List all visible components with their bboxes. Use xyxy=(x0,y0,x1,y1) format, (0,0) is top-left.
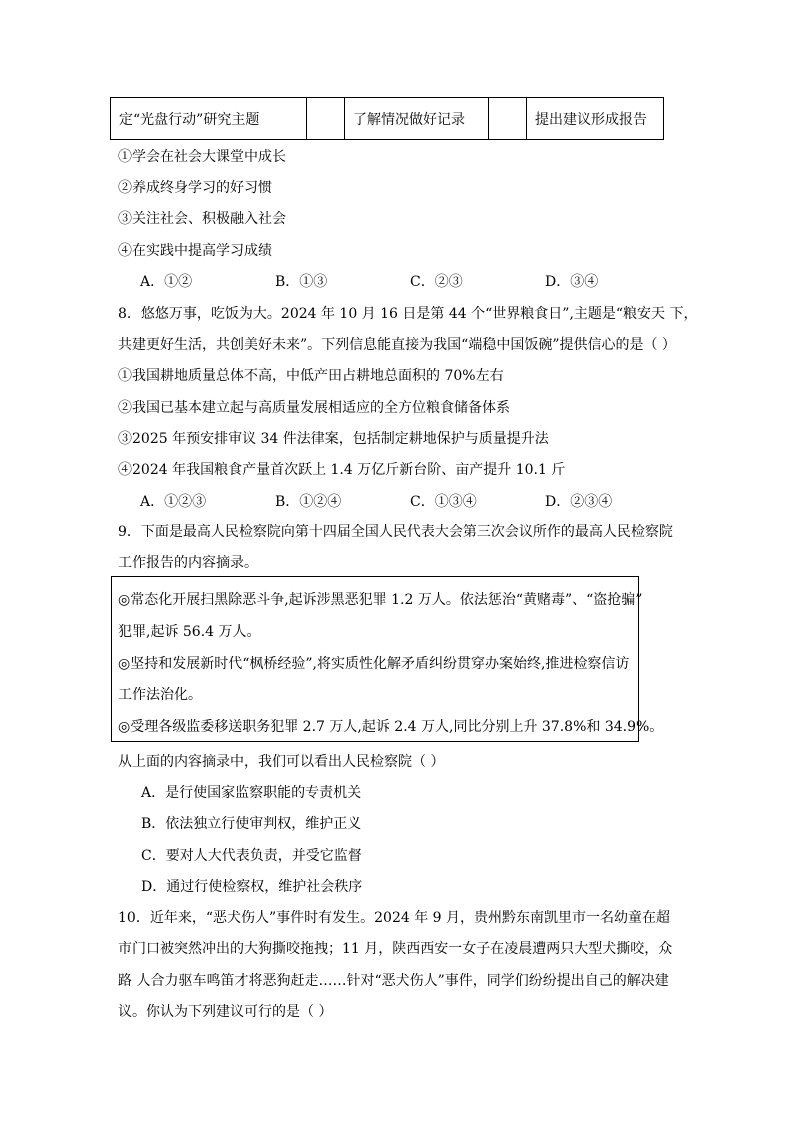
option-c[interactable]: C．②③ xyxy=(410,274,463,290)
question-text: 共建更好生活，共创美好未来”。下列信息能直接为我国“端稳中国饭碗”提供信心的是（ ） xyxy=(118,337,676,353)
option-b[interactable]: B．①③ xyxy=(275,274,328,290)
answer-options xyxy=(140,491,680,511)
statement: ④2024 年我国粮食产量首次跃上 1.4 万亿斤新台阶、亩产提升 10.1 斤 xyxy=(118,462,566,478)
table-cell: 定“光盘行动”研究主题 xyxy=(111,98,307,140)
question-text: 工作报告的内容摘录。 xyxy=(118,555,258,571)
question-text: 市门口被突然冲出的大狗撕咬拖拽；11 月，陕西西安一女子在凌晨遭两只大型犬撕咬，众 xyxy=(118,941,673,957)
table-row xyxy=(111,98,664,140)
option-d[interactable]: D．通过行使检察权，维护社会秩序 xyxy=(141,879,363,895)
statement: ②养成终身学习的好习惯 xyxy=(118,180,272,196)
option-d[interactable]: D．②③④ xyxy=(545,494,613,510)
question-text: 9．下面是最高人民检察院向第十四届全国人民代表大会第三次会议所作的最高人民检察院 xyxy=(118,524,673,540)
answer-options xyxy=(140,271,680,291)
table-cell: 提出建议形成报告 xyxy=(527,98,664,140)
table-cell: 了解情况做好记录 xyxy=(345,98,489,140)
statement: ④在实践中提高学习成绩 xyxy=(118,243,272,259)
statement: ①我国耕地质量总体不高，中低产田占耕地总面积的 70%左右 xyxy=(118,368,504,384)
option-a[interactable]: A．①② xyxy=(140,274,193,290)
question-text: 8．悠悠万事，吃饭为大。2024 年 10 月 16 日是第 44 个“世界粮食日”,主题是“粮安天 下， xyxy=(118,306,698,322)
statement: ③2025 年预安排审议 34 件法律案，包括制定耕地保护与质量提升法 xyxy=(118,431,549,447)
option-b[interactable]: B．①②④ xyxy=(275,494,342,510)
table-cell xyxy=(307,98,345,140)
excerpt-line: 犯罪,起诉 56.4 万人。 xyxy=(118,624,261,640)
process-table xyxy=(110,97,664,140)
option-c[interactable]: C．①③④ xyxy=(410,494,477,510)
option-a[interactable]: A．①②③ xyxy=(140,494,207,510)
excerpt-line: ◎坚持和发展新时代“枫桥经验”,将实质性化解矛盾纠纷贯穿办案始终,推进检察信访 xyxy=(118,656,630,672)
statement: ③关注社会、积极融入社会 xyxy=(118,211,286,227)
table-cell xyxy=(489,98,527,140)
option-a[interactable]: A．是行使国家监察职能的专责机关 xyxy=(141,785,362,801)
excerpt-box xyxy=(111,576,664,742)
question-text: 10．近年来，“恶犬伤人”事件时有发生。2024 年 9 月，贵州黔东南凯里市一名幼童在超 xyxy=(118,910,671,926)
question-text: 路 人合力驱车鸣笛才将恶狗赶走……针对“恶犬伤人”事件，同学们纷纷提出自己的解决建 xyxy=(118,973,669,989)
excerpt-line: ◎受理各级监委移送职务犯罪 2.7 万人,起诉 2.4 万人,同比分别上升 37.8%和 34.9%。 xyxy=(118,719,664,735)
option-b[interactable]: B．依法独立行使审判权，维护正义 xyxy=(141,816,362,832)
question-text: 议。你认为下列建议可行的是（ ） xyxy=(118,1004,333,1020)
option-c[interactable]: C．要对人大代表负责，并受它监督 xyxy=(141,848,362,864)
statement: ②我国已基本建立起与高质量发展相适应的全方位粮食储备体系 xyxy=(118,400,510,416)
excerpt-line: 工作法治化。 xyxy=(118,687,202,703)
excerpt-line: ◎常态化开展扫黑除恶斗争,起诉涉黑恶犯罪 1.2 万人。依法惩治“黄赌毒”、“盗抢骗” xyxy=(118,592,643,608)
statement: ①学会在社会大课堂中成长 xyxy=(118,149,286,165)
question-stem: 从上面的内容摘录中，我们可以看出人民检察院（ ） xyxy=(118,754,445,770)
option-d[interactable]: D．③④ xyxy=(545,274,599,290)
